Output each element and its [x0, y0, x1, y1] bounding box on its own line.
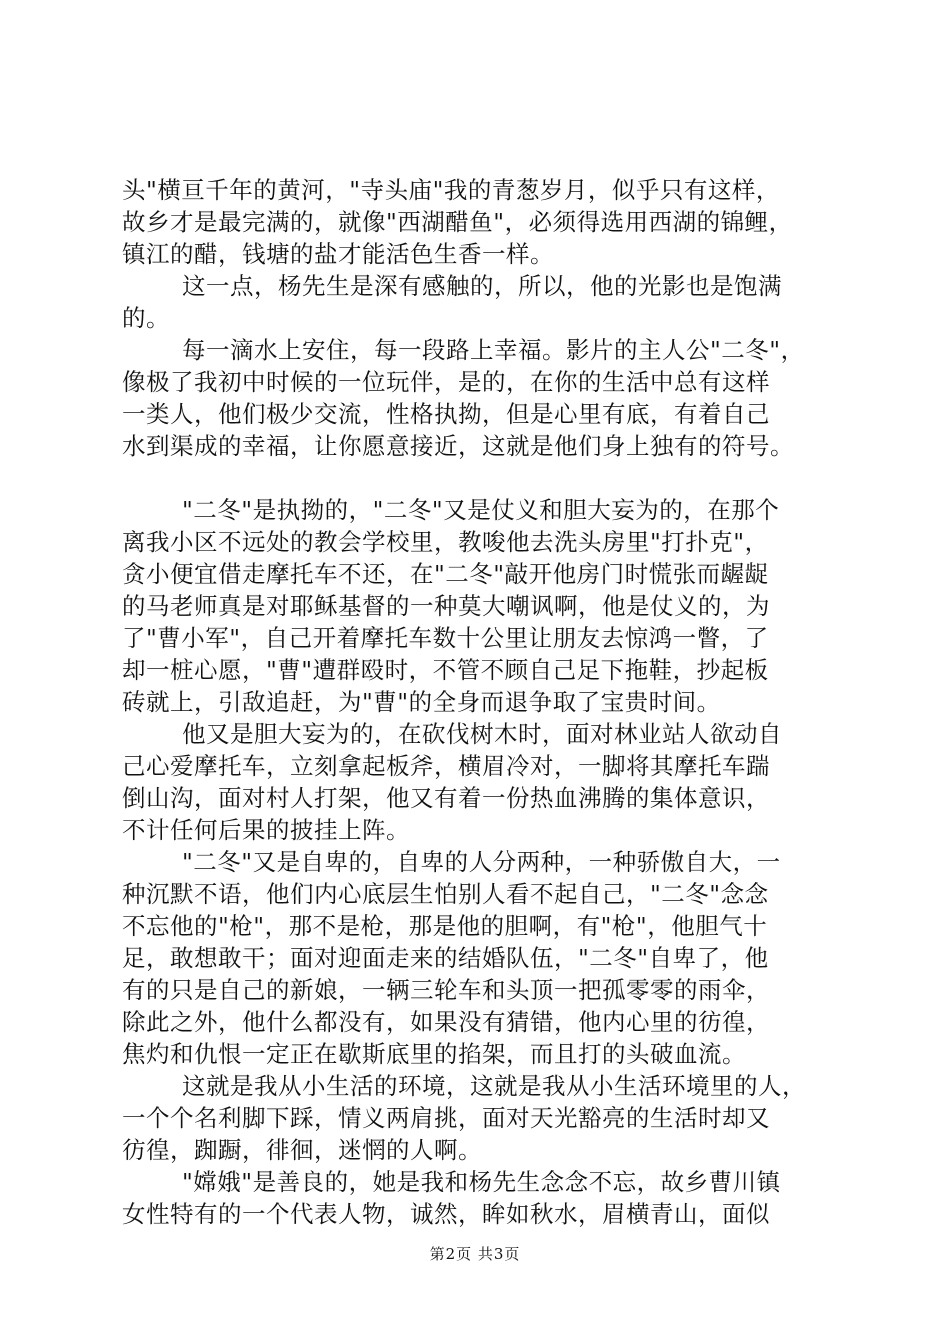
- text-line: 有的只是自己的新娘，一辆三轮车和头顶一把孤零零的雨伞，: [122, 976, 770, 1004]
- text-line: 的马老师真是对耶稣基督的一种莫大嘲讽啊，他是仗义的，为: [122, 592, 770, 620]
- text-line: 镇江的醋，钱塘的盐才能活色生香一样。: [122, 240, 554, 268]
- text-line: 的。: [122, 304, 170, 332]
- text-line: 水到渠成的幸福，让你愿意接近，这就是他们身上独有的符号。: [122, 432, 794, 460]
- text-line: 倒山沟，面对村人打架，他又有着一份热血沸腾的集体意识，: [122, 784, 770, 812]
- text-line: 足，敢想敢干；面对迎面走来的结婚队伍，"二冬"自卑了，他: [122, 944, 769, 972]
- document-body: [122, 174, 834, 1230]
- text-line: 焦灼和仇恨一定正在歇斯底里的掐架，而且打的头破血流。: [122, 1040, 746, 1068]
- paragraph-first-line: "嫦娥"是善良的，她是我和杨先生念念不忘，故乡曹川镇: [182, 1168, 781, 1196]
- text-line: 像极了我初中时候的一位玩伴，是的，在你的生活中总有这样: [122, 368, 770, 396]
- text-line: 砖就上，引敌追赶，为"曹"的全身而退争取了宝贵时间。: [122, 688, 721, 716]
- text-line: 一类人，他们极少交流，性格执拗，但是心里有底，有着自己: [122, 400, 770, 428]
- text-line: 离我小区不远处的教会学校里，教唆他去洗头房里"打扑克"，: [122, 528, 769, 556]
- text-line: 贪小便宜借走摩托车不还，在"二冬"敲开他房门时慌张而龌龊: [122, 560, 769, 588]
- paragraph-first-line: "二冬"是执拗的，"二冬"又是仗义和胆大妄为的，在那个: [182, 496, 780, 524]
- paragraph-first-line: 这就是我从小生活的环境，这就是我从小生活环境里的人，: [182, 1072, 806, 1100]
- text-line: 一个个名利脚下踩，情义两肩挑，面对天光豁亮的生活时却又: [122, 1104, 770, 1132]
- text-line: 不计任何后果的披挂上阵。: [122, 816, 410, 844]
- text-line: 种沉默不语，他们内心底层生怕别人看不起自己，"二冬"念念: [122, 880, 769, 908]
- text-line: 不忘他的"枪"，那不是枪，那是他的胆啊，有"枪"，他胆气十: [122, 912, 768, 940]
- text-line: 却一桩心愿，"曹"遭群殴时，不管不顾自己足下拖鞋，抄起板: [122, 656, 769, 684]
- paragraph-gap: [122, 462, 834, 494]
- paragraph-first-line: "二冬"又是自卑的，自卑的人分两种，一种骄傲自大，一: [182, 848, 781, 876]
- text-line: 头"横亘千年的黄河，"寺头庙"我的青葱岁月，似乎只有这样，: [122, 176, 780, 204]
- text-line: 己心爱摩托车，立刻拿起板斧，横眉冷对，一脚将其摩托车踹: [122, 752, 770, 780]
- text-line: 了"曹小军"，自己开着摩托车数十公里让朋友去惊鸿一瞥，了: [122, 624, 769, 652]
- text-line: 彷徨，踟蹰，徘徊，迷惘的人啊。: [122, 1136, 482, 1164]
- page-number-footer: 第2页 共3页: [429, 1245, 521, 1263]
- paragraph-first-line: 每一滴水上安住，每一段路上幸福。影片的主人公"二冬"，: [182, 336, 805, 364]
- paragraph-first-line: 他又是胆大妄为的，在砍伐树木时，面对林业站人欲动自: [182, 720, 782, 748]
- paragraph-first-line: 这一点，杨先生是深有感触的，所以，他的光影也是饱满: [182, 272, 782, 300]
- text-line: 除此之外，他什么都没有，如果没有猜错，他内心里的彷徨，: [122, 1008, 770, 1036]
- text-line: 故乡才是最完满的，就像"西湖醋鱼"，必须得选用西湖的锦鲤，: [122, 208, 793, 236]
- text-line: 女性特有的一个代表人物，诚然，眸如秋水，眉横青山，面似: [122, 1200, 770, 1228]
